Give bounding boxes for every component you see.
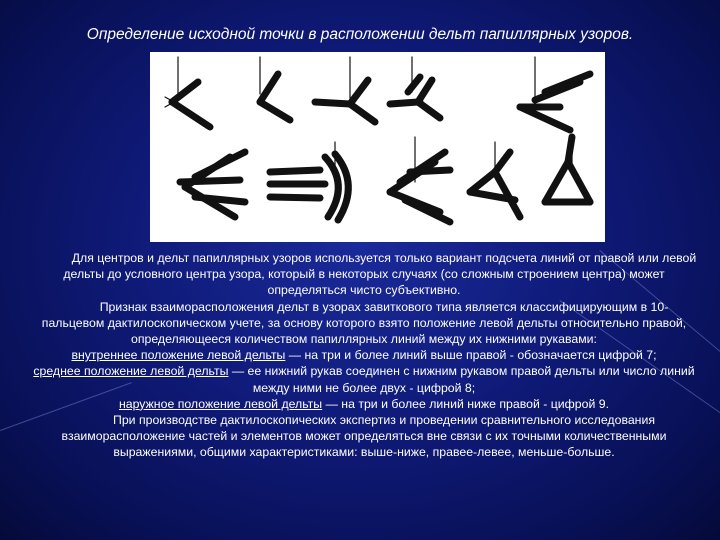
list-item-outer [30, 396, 698, 412]
delta-2 [260, 74, 290, 120]
delta-6 [180, 152, 245, 217]
delta-4 [390, 77, 440, 118]
delta-patterns-figure [150, 52, 605, 242]
paragraph-3: При производстве дактилоскопических экспертиз и проведении сравнительного исследования взаиморасположение частей и элементов может определяться вне связи с их точными количественными выражениями, общими характеристиками: выше-ниже, правее-левее, меньше-больше. [61, 413, 667, 460]
slide-title: Определение исходной точки в расположении дельт папиллярных узоров. [86, 26, 634, 43]
delta-5 [520, 74, 590, 130]
delta-3 [315, 80, 375, 122]
delta-patterns-drawing [150, 52, 605, 242]
delta-10 [545, 137, 590, 202]
body-text [30, 250, 698, 461]
list-item-inner [30, 347, 698, 363]
paragraph-2: Признак взаиморасположения дельт в узорах завиткового типа является классифицирующим в 10-пальцевом дактилоскопическом учете, за основу которого взято положение левой дельты относительно правой, определяющееся количеством папиллярных линий между их нижними рукавами: [41, 299, 687, 347]
term-inner-position: внутреннее положение левой дельты [71, 348, 286, 363]
term-inner-desc: — на три и более линий выше правой - обозначается цифрой 7; [285, 348, 657, 363]
term-outer-desc: — на три и более линий ниже правой - цифрой 9. [322, 396, 610, 411]
term-middle-desc: — ее нижний рукав соединен с нижним рукавом правой дельты или число линий между ними не более двух - цифрой 8; [228, 364, 695, 395]
term-middle-position: среднее положение левой дельты [33, 364, 229, 379]
list-item-middle [30, 363, 698, 395]
paragraph-1: Для центров и дельт папиллярных узоров используется только вариант подсчета линий от правой или левой дельты до условного центра узора, который в некоторых случаях (со сложным строением центра) может определяться чисто субъективно. [63, 251, 697, 298]
delta-7 [270, 154, 348, 220]
term-outer-position: наружное положение левой дельты [118, 396, 323, 411]
delta-8 [390, 152, 450, 222]
